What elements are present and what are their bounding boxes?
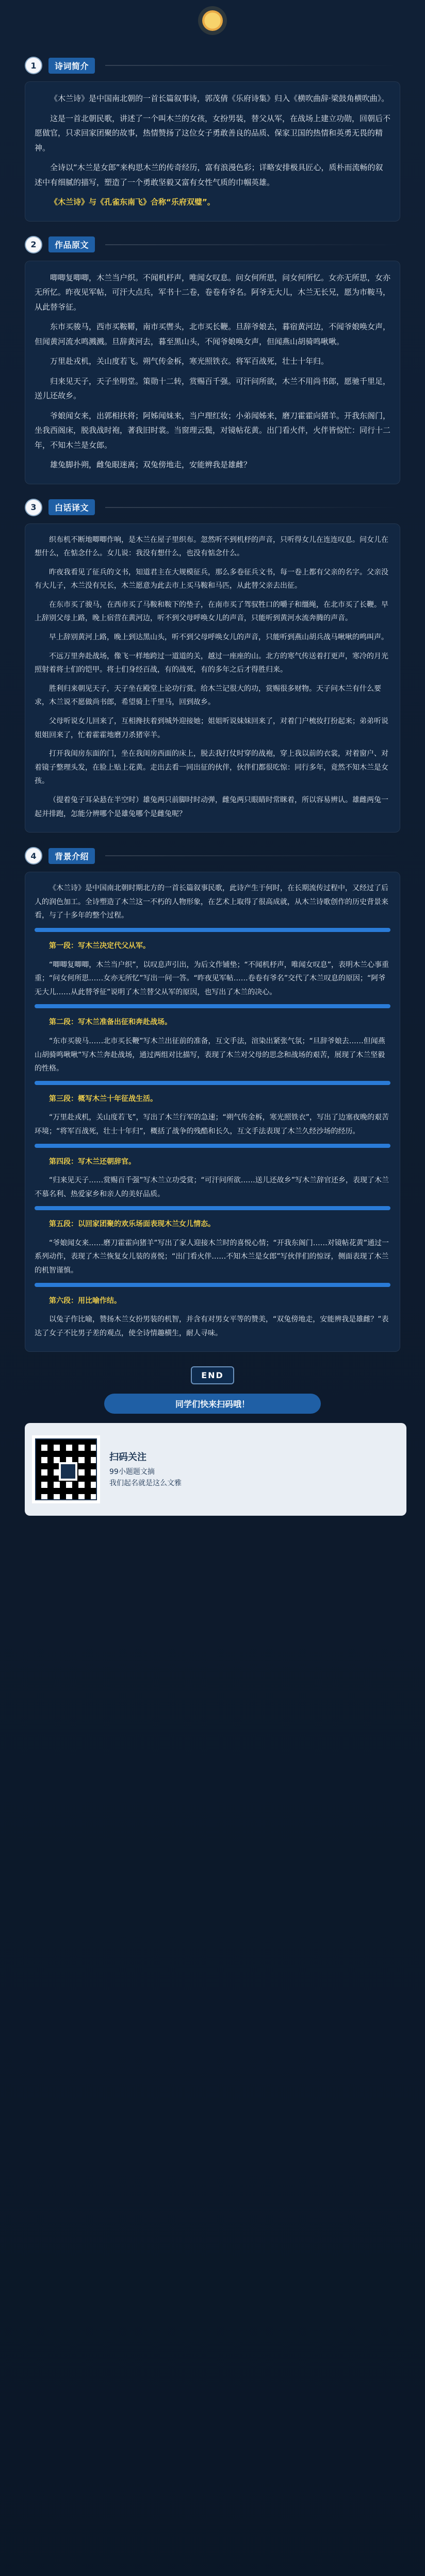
paragraph: 这是一首北朝民歌，讲述了一个叫木兰的女孩，女扮男装，替父从军，在战场上建立功勋，回朝后不愿做官，只求回家团聚的故事，热情赞扬了这位女子勇敢善良的品质、保家卫国的热情和英勇无畏的精神。 [35,113,391,152]
paragraph: 不远万里奔赴战场，像飞一样地跨过一道道的关，越过一座座的山。北方的寒气传送着打更声，寒冷的月光照射着将士们的铠甲。将士们身经百战，有的战死，有的多年之后才得胜归来。 [35,652,388,674]
qr-title: 扫码关注 [109,1452,146,1463]
paragraph [35,195,390,210]
paragraph: 早上辞别黄河上路，晚上到达黑山头，听不到父母呼唤女儿的声音，只能听到燕山胡兵战马啾啾的鸣叫声。 [49,633,388,642]
highlight-bar [35,1081,390,1085]
subheading-text: 第一段：写木兰决定代父从军。 [49,941,150,950]
paragraph: “归来见天子……赏赐百千强”写木兰立功受赏；“可汗问所欲……送儿还故乡”写木兰辞官还乡，表现了木兰不慕名利、热爱家乡和亲人的美好品质。 [35,1176,389,1198]
paragraph: 全诗以“木兰是女郎”来构思木兰的传奇经历，富有浪漫色彩；详略安排极具匠心，质朴而流畅的叙述中有细腻的描写，塑造了一个勇敢坚毅又富有女性气质的巾帼英雄。 [35,163,383,187]
paragraph: 父母听说女儿回来了，互相搀扶着到城外迎接她；姐姐听说妹妹回来了，对着门户梳妆打扮起来；弟弟听说姐姐回来了，忙着霍霍地磨刀杀猪宰羊。 [35,717,388,739]
paragraph: “东市买骏马……北市买长鞭”写木兰出征前的准备，互文手法，渲染出紧张气氛；“旦辞爷娘去……但闻燕山胡骑鸣啾啾”写木兰奔赴战场，通过两组对比描写，表现了木兰对父母的思念和战场的艰苦，展现了木兰坚毅的性格。 [35,1037,385,1073]
section-number: 1 [25,57,42,74]
subheading [35,1015,390,1029]
paragraph: “唧唧复唧唧，木兰当户织”，以叹息声引出，为后文作铺垫；“不闻机杼声，唯闻女叹息”，表明木兰心事重重；“问女何所思……女亦无所忆”写出一问一答。“昨夜见军帖……卷卷有爷名”交代了木兰叹息的原因；“阿爷无大儿……从此替爷征”说明了木兰替父从军的原因，也写出了木兰的决心。 [35,960,389,996]
section-divider [105,855,400,856]
highlight-bar [35,1283,390,1287]
subheading [35,1155,390,1169]
paragraph: 昨夜我看见了征兵的文书，知道君主在大规模征兵，那么多卷征兵文书，每一卷上都有父亲的名字。父亲没有大儿子，木兰没有兄长，木兰愿意为此去市上买马鞍和马匹，从此替父亲去出征。 [35,568,388,590]
qr-subtitle-line: 我们起名就是这么文雅 [109,1479,182,1488]
paragraph: 东市买骏马，西市买鞍鞯，南市买辔头，北市买长鞭。旦辞爷娘去，暮宿黄河边，不闻爷娘唤女声，但闻黄河流水鸣溅溅。旦辞黄河去，暮至黑山头，不闻爷娘唤女声，但闻燕山胡骑鸣啾啾。 [35,322,391,346]
paragraph: 打开我闺房东面的门，坐在我闺房西面的床上，脱去我打仗时穿的战袍，穿上我以前的衣裳，对着窗户、对着镜子整理头发，在脸上贴上花黄。走出去看一同出征的伙伴，伙伴们都很吃惊：同行多年，竟然不知木兰是女孩。 [35,750,388,786]
end-marker [25,1366,400,1384]
section-header [25,847,400,865]
paragraph: 唧唧复唧唧，木兰当户织。不闻机杼声，唯闻女叹息。问女何所思，问女何所忆。女亦无所思，女亦无所忆。昨夜见军帖，可汗大点兵，军书十二卷，卷卷有爷名。阿爷无大儿，木兰无长兄，愿为市鞍马，从此替爷征。 [35,273,391,312]
main-content [0,57,425,1516]
end-label: END [191,1366,234,1384]
paragraph: 雄兔脚扑朔，雌兔眼迷离；双兔傍地走，安能辨我是雄雌？ [50,460,252,469]
highlight-bar [35,928,390,932]
sun-icon [202,10,223,31]
paragraph: 胜利归来朝见天子，天子坐在殿堂上论功行赏。给木兰记很大的功，赏赐很多财物。天子问木兰有什么要求，木兰说不愿做尚书郎，希望骑上千里马，回到故乡。 [35,684,381,707]
section-divider [105,65,400,66]
paragraph: 在东市买了骏马，在西市买了马鞍和鞍下的垫子，在南市买了驾驭牲口的嚼子和缰绳，在北市买了长鞭。早上辞别父母上路，晚上宿营在黄河边，听不到父母呼唤女儿的声音，只能听到黄河水流奔腾的声音。 [35,600,388,623]
paragraph: 归来见天子，天子坐明堂。策勋十二转，赏赐百千强。可汗问所欲，木兰不用尚书郎，愿驰千里足，送儿还故乡。 [35,376,391,400]
subheading-text: 第五段：以回家团聚的欢乐场面表现木兰女儿情态。 [49,1220,215,1229]
paragraph: （提着兔子耳朵悬在半空时）雄兔两只前脚时时动弹，雌兔两只眼睛时常眯着，所以容易辨认。雄雌两兔一起并排跑，怎能分辨哪个是雄兔哪个是雌兔呢？ [35,796,388,818]
section-background [25,847,400,1352]
paragraph: 以兔子作比喻，赞扬木兰女扮男装的机智，并含有对男女平等的赞美，“双兔傍地走，安能辨我是雄雌？”表达了女子不比男子差的观点，使全诗情趣横生，耐人寻味。 [35,1315,389,1337]
section-card [25,523,400,833]
qr-text [109,1450,399,1489]
section-translation [25,499,400,833]
section-divider [105,244,400,245]
subheading [35,939,390,953]
paragraph: 《木兰诗》是中国南北朝时期北方的一首长篇叙事民歌，此诗产生于何时，在长期流传过程中，又经过了后人的润色加工。全诗塑造了木兰这一不朽的人物形象，在艺术上取得了很高成就，从木兰诗歌创作的历史背景来看，与了十多年的整个过程。 [35,884,388,920]
section-number: 4 [25,847,42,865]
section-title: 白话译文 [48,499,95,515]
qr-subtitle-line: 99小题题文摘 [109,1468,155,1477]
section-title: 作品原文 [48,236,95,252]
section-card [25,261,400,484]
top-banner [0,0,425,47]
subheading [35,1092,390,1106]
qr-panel [25,1423,406,1516]
subheading-text: 第四段：写木兰还朝辞官。 [49,1157,136,1166]
paragraph: 爷娘闻女来，出郭相扶将；阿姊闻妹来，当户理红妆；小弟闻姊来，磨刀霍霍向猪羊。开我东阁门，坐我西阁床，脱我战时袍，著我旧时裳。当窗理云鬓，对镜帖花黄。出门看火伴，火伴皆惊忙：同行十二年，不知木兰是女郎。 [35,411,391,450]
follow-banner: 同学们快来扫码哦！ [104,1394,321,1414]
section-header [25,499,400,516]
subheading-text: 第三段：概写木兰十年征战生活。 [49,1094,157,1103]
paragraph: 织布机不断地唧唧作响，是木兰在屋子里织布。忽然听不到机杼的声音，只听得女儿在连连叹息。问女儿在想什么，在惦念什么。女儿说：我没有想什么，也没有惦念什么。 [35,535,388,558]
highlight-text: 《木兰诗》与《孔雀东南飞》合称“乐府双璧”。 [50,197,215,207]
subheading-text: 第六段：用比喻作结。 [49,1296,121,1305]
highlight-bar [35,1206,390,1210]
section-header [25,236,400,253]
paragraph: “爷娘闻女来……磨刀霍霍向猪羊”写出了家人迎接木兰时的喜悦心情；“开我东阁门……对镜帖花黄”通过一系列动作，表现了木兰恢复女儿装的喜悦；“出门看火伴……不知木兰是女郎”写伙伴们的惊讶，侧面表现了木兰的机智谨慎。 [35,1239,389,1275]
highlight-bar [35,1004,390,1008]
section-number: 2 [25,236,42,253]
subheading [35,1217,390,1231]
section-card [25,872,400,1352]
section-number: 3 [25,499,42,516]
section-divider [105,507,400,508]
section-introduction [25,57,400,222]
subheading-text: 第二段：写木兰准备出征和奔赴战场。 [49,1018,172,1027]
qr-subtitle [109,1466,399,1489]
section-title: 诗词简介 [48,58,95,74]
paragraph: 万里赴戎机，关山度若飞。朔气传金柝，寒光照铁衣。将军百战死，壮士十年归。 [50,357,329,366]
section-title: 背景介绍 [48,848,95,864]
section-header [25,57,400,74]
paragraph: “万里赴戎机，关山度若飞”，写出了木兰行军的急速；“朔气传金柝，寒光照铁衣”，写出了边塞夜晚的艰苦环境；“将军百战死，壮士十年归”，概括了战争的残酷和长久，互文手法表现了木兰久经沙场的经历。 [35,1113,389,1136]
subheading [35,1294,390,1308]
qr-code-icon [32,1435,100,1503]
paragraph: 《木兰诗》是中国南北朝的一首长篇叙事诗，郭茂倩《乐府诗集》归入《横吹曲辞·梁鼓角横吹曲》。 [50,94,389,103]
section-original-text [25,236,400,484]
section-card [25,81,400,222]
highlight-bar [35,1144,390,1148]
